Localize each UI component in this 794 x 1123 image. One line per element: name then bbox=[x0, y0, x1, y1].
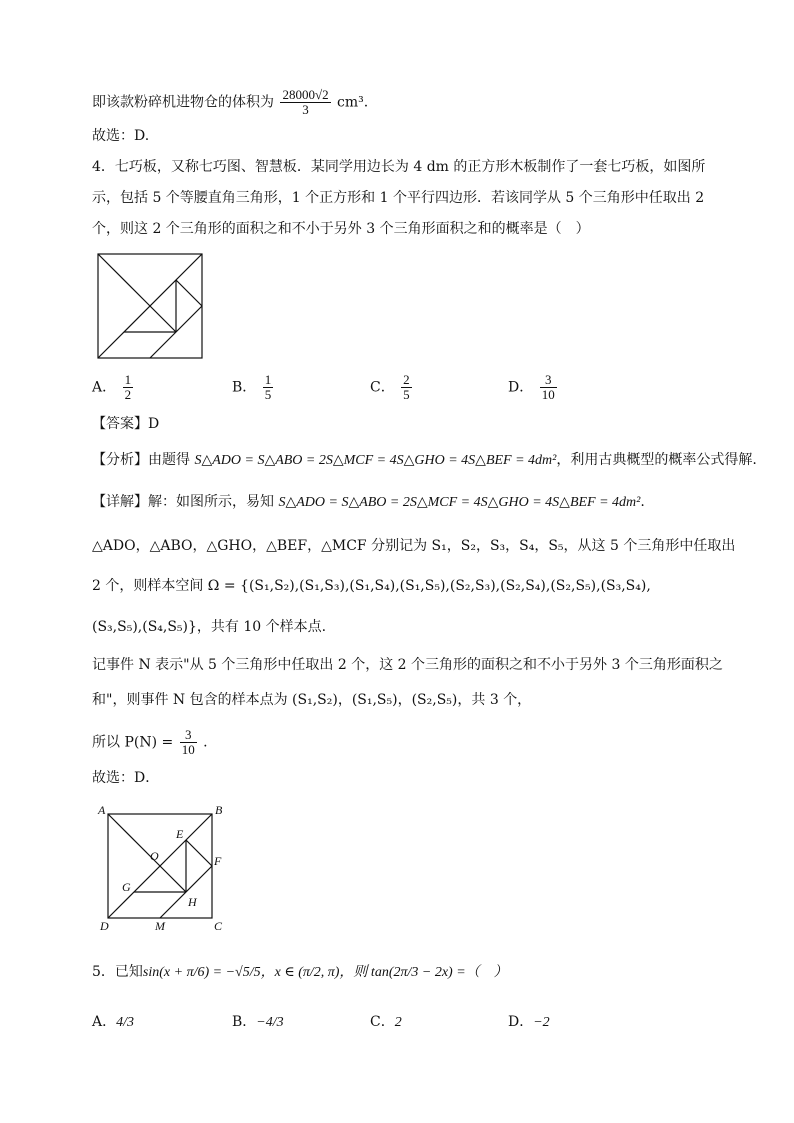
volume-numerator: 28000√2 bbox=[282, 87, 329, 102]
prob-pre: 所以 P(N) = bbox=[92, 734, 174, 751]
option-label: C． bbox=[370, 379, 395, 396]
volume-denominator: 3 bbox=[302, 102, 309, 117]
q4-stem-line2: 示，包括 5 个等腰直角三角形，1 个正方形和 1 个平行四边形．若该同学从 5 个三角形中任取出 2 bbox=[92, 190, 705, 206]
detail-post: . bbox=[640, 494, 645, 510]
option-denominator: 10 bbox=[541, 387, 555, 402]
analysis-formula: S△ADO = S△ABO = 2S△MCF = 4S△GHO = 4S△BEF = 4dm² bbox=[194, 453, 557, 468]
sample-space-line2: (S₃,S₅),(S₄,S₅)}，共有 10 个样本点. bbox=[92, 619, 327, 635]
label-d: D bbox=[100, 919, 109, 932]
option-label: B． bbox=[232, 379, 257, 396]
label-o: O bbox=[150, 849, 159, 863]
option-numerator: 1 bbox=[124, 372, 132, 387]
q5-option-d[interactable] bbox=[508, 1012, 550, 1033]
q5-stem-formula: sin(x + π/6) = −√5/5，x ∈ (π/2, π)，则 tan(2π/3 − 2x) =（ ） bbox=[142, 965, 508, 980]
option-value: 4/3 bbox=[116, 1015, 135, 1030]
detail-tag: 【详解】 bbox=[92, 494, 148, 510]
volume-unit: cm³. bbox=[337, 94, 369, 111]
q4-stem-line3: 个，则这 2 个三角形的面积之和不小于另外 3 个三角形面积之和的概率是（ ） bbox=[92, 221, 590, 237]
q4-option-a[interactable] bbox=[92, 373, 135, 402]
option-value: −4/3 bbox=[256, 1015, 284, 1030]
q5-stem-pre: 5．已知 bbox=[92, 964, 143, 980]
label-b: B bbox=[215, 803, 223, 817]
option-label: B． bbox=[232, 1014, 257, 1030]
answer-tag: 【答案】 bbox=[92, 416, 148, 432]
option-label: A． bbox=[92, 1014, 117, 1030]
q4-option-c[interactable] bbox=[370, 373, 414, 402]
volume-prefix: 即该款粉碎机进物仓的体积为 bbox=[92, 94, 274, 111]
label-g: G bbox=[122, 880, 131, 894]
option-denominator: 5 bbox=[403, 387, 410, 402]
q5-option-a[interactable] bbox=[92, 1012, 134, 1033]
answer-value: D bbox=[148, 416, 160, 432]
option-value: −2 bbox=[533, 1015, 550, 1030]
answer-line bbox=[92, 414, 159, 434]
analysis-post: ，利用古典概型的概率公式得解. bbox=[556, 452, 757, 468]
q4-options bbox=[92, 373, 652, 407]
volume-conclusion bbox=[92, 88, 368, 117]
q5-stem bbox=[92, 962, 508, 983]
prob-post: . bbox=[203, 734, 208, 751]
triangles-line: △ADO，△ABO，△GHO，△BEF，△MCF 分别记为 S₁，S₂，S₃，S₄，S₅，从这 5 个三角形中任取出 bbox=[92, 538, 736, 554]
label-h: H bbox=[188, 895, 197, 909]
event-line2: 和"，则事件 N 包含的样本点为 (S₁,S₂)，(S₁,S₅)，(S₂,S₅)，共 3 个， bbox=[92, 692, 532, 708]
label-c: C bbox=[214, 919, 223, 932]
q4-stem-line1: 4．七巧板，又称七巧图、智慧板．某同学用边长为 4 dm 的正方形木板制作了一套七巧板，如图所 bbox=[92, 159, 706, 175]
detail-formula: S△ADO = S△ABO = 2S△MCF = 4S△GHO = 4S△BEF = 4dm² bbox=[278, 495, 641, 510]
option-numerator: 1 bbox=[264, 372, 272, 387]
q5-option-b[interactable] bbox=[232, 1012, 284, 1033]
option-label: D． bbox=[508, 379, 534, 396]
prob-denominator: 10 bbox=[181, 742, 195, 757]
q5-options bbox=[92, 1012, 652, 1042]
label-e: E bbox=[176, 827, 184, 841]
q4-option-b[interactable] bbox=[232, 373, 275, 402]
event-line1: 记事件 N 表示"从 5 个三角形中任取出 2 个，这 2 个三角形的面积之和不小于另外 3 个三角形面积之 bbox=[92, 657, 723, 673]
analysis-line bbox=[92, 450, 757, 471]
tangram-figure bbox=[96, 252, 204, 362]
option-label: D． bbox=[508, 1014, 534, 1030]
labeled-tangram-figure bbox=[92, 800, 232, 932]
label-f: F bbox=[214, 854, 222, 868]
option-denominator: 5 bbox=[264, 387, 272, 402]
option-label: C． bbox=[370, 1014, 395, 1030]
analysis-pre: 由题得 bbox=[148, 452, 190, 468]
detail-pre: 解：如图所示，易知 bbox=[148, 494, 274, 510]
analysis-tag: 【分析】 bbox=[92, 452, 148, 468]
option-numerator: 3 bbox=[540, 373, 557, 388]
solution-choose: 故选：D． bbox=[92, 770, 160, 786]
option-numerator: 2 bbox=[403, 372, 410, 387]
label-m: M bbox=[155, 919, 165, 932]
option-label: A． bbox=[92, 379, 117, 396]
q5-option-c[interactable] bbox=[370, 1012, 402, 1033]
prev-answer: 故选：D. bbox=[92, 128, 150, 144]
sample-space-line1: 2 个，则样本空间 Ω = {(S₁,S₂),(S₁,S₃),(S₁,S₄),(S₁,S₅),(S₂,S₃),(S₂,S₄),(S₂,S₅),(S₃,S₄), bbox=[92, 578, 651, 594]
label-a: A bbox=[98, 803, 106, 817]
volume-fraction bbox=[280, 88, 330, 117]
prob-numerator: 3 bbox=[180, 728, 197, 743]
detail-line bbox=[92, 492, 645, 513]
q4-option-d[interactable] bbox=[508, 373, 559, 402]
probability-line bbox=[92, 728, 208, 757]
option-value: 2 bbox=[394, 1015, 402, 1030]
option-denominator: 2 bbox=[124, 387, 132, 402]
